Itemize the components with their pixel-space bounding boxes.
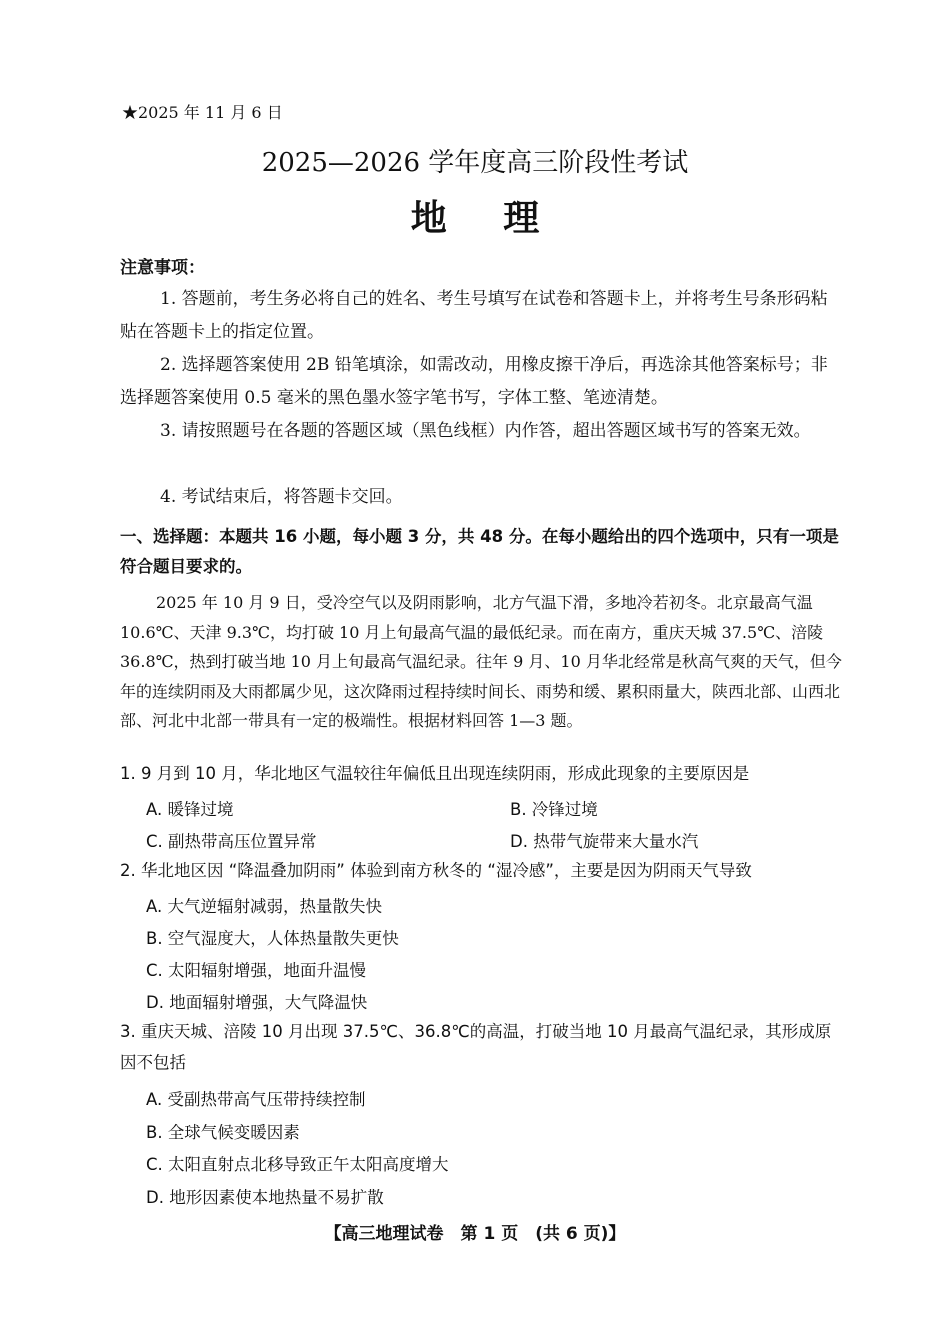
page-footer: 【高三地理试卷 第 1 页 (共 6 页)】 xyxy=(324,1224,626,1244)
question-option: A. 受副热带高气压带持续控制 xyxy=(146,1090,366,1109)
notice-heading: 注意事项： xyxy=(120,258,205,278)
question-option: D. 地形因素使本地热量不易扩散 xyxy=(146,1188,384,1207)
question-option: A. 暖锋过境 xyxy=(146,800,234,819)
exam-date: ★2025 年 11 月 6 日 xyxy=(122,103,283,122)
question-option: C. 太阳直射点北移导致正午太阳高度增大 xyxy=(146,1155,449,1174)
reading-material: 2025 年 10 月 9 日，受冷空气以及阴雨影响，北方气温下滑，多地冷若初冬。北京最高气温 10.6℃、天津 9.3℃，均打破 10 月上旬最高气温的最低纪录。而在南方，重庆天城 37.5℃、涪陵 36.8℃，热到打破当地 10 月上旬最高气温纪录。往年 9 月、10 月华北经常是秋高气爽的天气，但今年的连续阴雨及大雨都属少见，这次降雨过程持续时间长、雨势和缓、累积雨量大，陕西北部、山西北部、河北中北部一带具有一定的极端性。根据材料回答 1—3 题。 xyxy=(120,593,842,730)
question-option: B. 全球气候变暖因素 xyxy=(146,1123,300,1142)
question-option: A. 大气逆辐射减弱，热量散失快 xyxy=(146,897,382,916)
notice-item: 3. 请按照题号在各题的答题区域（黑色线框）内作答，超出答题区域书写的答案无效。 xyxy=(160,421,811,441)
notice-item: 2. 选择题答案使用 2B 铅笔填涂，如需改动，用橡皮擦干净后，再选涂其他答案标号；非选择题答案使用 0.5 毫米的黑色墨水签字笔书写，字体工整、笔迹清楚。 xyxy=(120,355,828,408)
question-option: C. 太阳辐射增强，地面升温慢 xyxy=(146,961,367,980)
notice-item: 1. 答题前，考生务必将自己的姓名、考生号填写在试卷和答题卡上，并将考生号条形码粘贴在答题卡上的指定位置。 xyxy=(120,289,828,342)
question-option: D. 地面辐射增强，大气降温快 xyxy=(146,993,368,1012)
notice-item: 4. 考试结束后，将答题卡交回。 xyxy=(160,487,403,507)
question-option: B. 冷锋过境 xyxy=(510,800,598,819)
question-option: B. 空气湿度大，人体热量散失更快 xyxy=(146,929,399,948)
question-stem: 2. 华北地区因 “降温叠加阴雨” 体验到南方秋冬的 “湿冷感”，主要是因为阴雨天气导致 xyxy=(120,861,752,880)
subject-title: 地 理 xyxy=(410,198,562,239)
question-option: C. 副热带高压位置异常 xyxy=(146,832,317,851)
question-option: D. 热带气旋带来大量水汽 xyxy=(510,832,699,851)
exam-title: 2025—2026 学年度高三阶段性考试 xyxy=(261,148,689,178)
section-heading: 一、选择题：本题共 16 小题，每小题 3 分，共 48 分。在每小题给出的四个选项中，只有一项是符合题目要求的。 xyxy=(120,527,839,576)
question-stem: 1. 9 月到 10 月，华北地区气温较往年偏低且出现连续阴雨，形成此现象的主要原因是 xyxy=(120,764,750,783)
question-stem: 3. 重庆天城、涪陵 10 月出现 37.5℃、36.8℃的高温，打破当地 10 月最高气温纪录，其形成原因不包括 xyxy=(120,1022,832,1072)
